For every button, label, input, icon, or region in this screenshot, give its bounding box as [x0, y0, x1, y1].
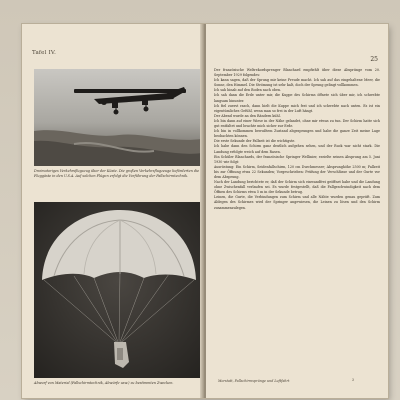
paragraph: Ich kann sagen, daß der Sprung mir keine Freude macht. Ich sah auf das eingehaltene Meer, die Sonne, den Himmel. Die Strömung ist sehr kalt, doch der Sprung gelingt vollkommen.	[214, 78, 380, 88]
paragraph: Der französische Weltrekordsprenger Blanchard empfiehlt über diese Absprünge vom 20. September 1929 folgendes:	[214, 68, 380, 78]
footer-signature: 3	[351, 378, 354, 382]
parachute-caption: Abwurf von Material (Fallschirmtechnik, Abwürfe usw.) zu bestimmten Zwecken.	[34, 381, 174, 385]
paragraph: Ich bin dann auf einer Wiese in der Nähe gelandet, ohne mir etwas zu tun. Der Schirm hatte sich gut entfaltet und brachte mich sicher zur Erde.	[214, 118, 380, 129]
paragraph: Ich sah hinab auf den Boden nach oben.	[214, 88, 282, 93]
parachute-photo-image	[34, 202, 202, 378]
paragraph: Ich sah dann die Erde unter mir, die Kuppe des Schirms öffnete sich über mir, ich schwebte langsam hinunter.	[214, 93, 380, 103]
paragraph: Der Abend wurde an den Rändern kühl.	[214, 113, 281, 118]
paragraph: Ausrüstung: Ein Schirm, Seidenfallschirm, 120 cm Durchmesser; Absprunghöhe 2500 m; Fallzeit bis zur Öffnung etwa 22 Sekunden; Vorgeschrieben: Prüfung der Verschlüsse und der Gurte vor dem Absprung.	[214, 164, 380, 179]
page-number: 25	[370, 56, 378, 63]
left-page	[22, 24, 203, 398]
paragraph: Ich bin in vollkommen bewußtem Zustand abgesprungen und habe die ganze Zeit meine Lage beobachten können.	[214, 129, 380, 139]
airplane-photo-image	[34, 69, 202, 166]
plate-label: Tafel IV.	[32, 50, 57, 56]
airplane-photo	[34, 69, 202, 166]
paragraph: Leinen, die Gurte, die Verbindungen zum Schirm und alle Nähte wurden genau geprüft. Zum Ablegen des Schirmes wird der Springer angewiesen, die Leinen zu lösen und den Schirm zusammenzulegen.	[214, 195, 380, 210]
paragraph: Ich habe dann den Schirm ganz deutlich aufgehen sehen, und der Ruck war nicht stark. Die Landung erfolgte weich auf dem Rasen.	[214, 144, 380, 154]
right-page	[206, 24, 388, 398]
paragraph: Nach der Landung berichtete er, daß der Schirm sich einwandfrei geöffnet habe und die Landung ohne Zwischenfall verlaufen sei. Es wurde festgestellt, daß die Fallgeschwindigkeit nach dem Öffnen des Schirms etwa 5 m in der Sekunde betrug.	[214, 180, 380, 195]
body-text	[214, 68, 380, 368]
airplane-caption: Dreimotoriges Verkehrsflugzeug über der Küste. Die großen Verkehrsflugzeuge beförderten die Fluggäste in den U.S.A. Auf solchen Flügen erfolgt die Vorführung der Fallschirmtechnik.	[34, 169, 200, 178]
footer-text: Morstatt, Fallschirmsprünge und Luftfahrt	[218, 379, 290, 383]
open-book	[22, 24, 388, 398]
paragraph: Die erste Sekunde der Fallzeit ist die wichtigste.	[214, 139, 296, 144]
paragraph: Ich fiel zuerst rasch, dann hielt die Kuppe mich fest und ich schwebte nach unten. Es ist ein eigentümliches Gefühl, wenn man so frei in der Luft hängt.	[214, 103, 380, 113]
paragraph: Ein Schüler Blanchards, der französische Springer Wellinier, erzielte seinen Absprung am 5. Juni 1930 wie folgt:	[214, 154, 380, 164]
parachute-photo	[34, 202, 202, 378]
